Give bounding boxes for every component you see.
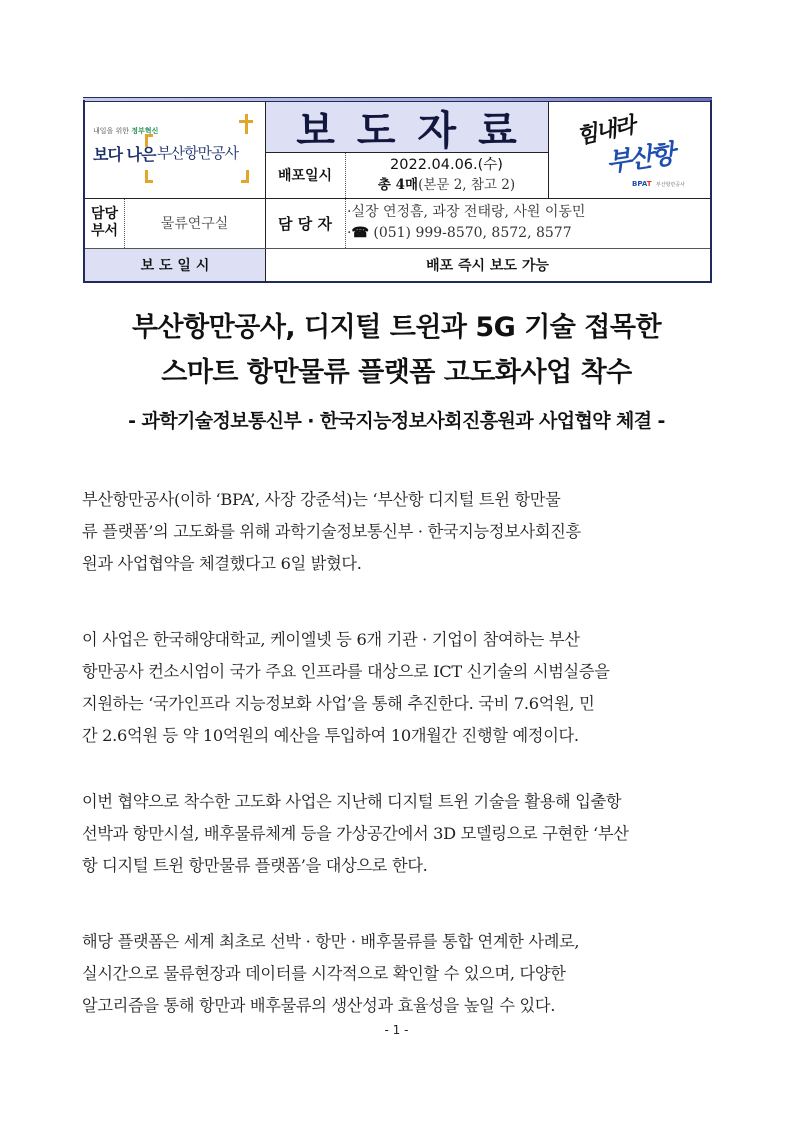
divider	[265, 152, 548, 153]
release-value: 배포 즉시 보도 가능	[426, 257, 549, 274]
contact-label: 담 당 자	[278, 214, 332, 233]
contact-names: ·실장 연정흠, 과장 전태랑, 사원 이동민	[347, 204, 586, 220]
document-title: 보도자료	[265, 102, 548, 152]
busan-port-calligraphy-logo: 힘내라 부산항 BPAT 부산항만공사	[574, 112, 685, 188]
contact-info	[347, 198, 707, 248]
divider	[345, 152, 346, 248]
headline-line-1: 부산항만공사, 디지털 트윈과 5G 기술 접목한	[131, 312, 662, 343]
body-paragraph-3: 이번 협약으로 착수한 고도화 사업은 지난해 디지털 트윈 기술을 활용해 입출항 선박과 항만시설, 배후물류체계 등을 가상공간에서 3D 모델링으로 구현한 ‘부산 항 디지털 트윈 항만물류 플랫폼’을 대상으로 한다.	[82, 792, 629, 875]
logo-plus-icon-vertical	[245, 114, 248, 134]
logo-tagline: 내일을 위한 정부혁신	[93, 127, 159, 135]
distribution-info	[345, 152, 548, 198]
divider	[124, 198, 125, 248]
phone-icon: ☎	[351, 225, 369, 241]
body-paragraph-2: 이 사업은 한국해양대학교, 케이엘넷 등 6개 기관 · 기업이 참여하는 부산 항만공사 컨소시엄이 국가 주요 인프라를 대상으로 ICT 신기술의 시범실증을 지원하는 ‘국가인프라 지능정보화 사업’을 통해 추진한다. 국비 7.6억원, 민 간 2.6억원 등 약 10억원의 예산을 투입하여 10개월간 진행할 예정이다.	[82, 630, 610, 745]
release-label: 보 도 일 시	[85, 248, 265, 281]
distribution-date-label: 배포일시	[277, 168, 333, 184]
distribution-date: 2022.04.06.(수)	[390, 157, 503, 173]
page-count: 총 4매(본문 2, 참고 2)	[377, 177, 516, 193]
dept-value: 물류연구실	[160, 216, 229, 232]
bpa-government-innovation-logo	[93, 112, 255, 190]
body-paragraph-4: 해당 플랫폼은 세계 최초로 선박 · 항만 · 배후물류를 통합 연계한 사례로, 실시간으로 물류현장과 데이터를 시각적으로 확인할 수 있으며, 다양한 알고리즘을 통해 항만과 배후물류의 생산성과 효율성을 높일 수 있다.	[82, 932, 580, 1015]
logo-bracket-top-left	[145, 134, 153, 147]
headline-line-2: 스마트 항만물류 플랫폼 고도화사업 착수	[161, 357, 632, 388]
body-paragraph-1: 부산항만공사(이하 ‘BPA’, 사장 강준석)는 ‘부산항 디지털 트윈 항만물 류 플랫폼’의 고도화를 위해 과학기술정보통신부 · 한국지능정보사회진흥 원과 사업협약을 체결했다고 6일 밝혔다.	[82, 490, 581, 573]
logo-bracket-bottom-right	[241, 170, 249, 183]
bpa-brand-mark: BPAT	[632, 180, 652, 188]
divider	[548, 102, 549, 198]
logo-slogan: 보다 나은	[93, 145, 156, 164]
logo-org-name: 부산항만공사	[157, 144, 238, 162]
logo-bracket-bottom-left	[145, 170, 153, 183]
divider	[85, 198, 710, 199]
page-number: - 1 -	[384, 1023, 409, 1037]
divider	[85, 248, 710, 249]
contact-phone: ·☎ (051) 999-8570, 8572, 8577	[347, 225, 572, 241]
divider	[265, 102, 266, 283]
headline-subtitle: - 과학기술정보통신부 · 한국지능정보사회진흥원과 사업협약 체결 -	[128, 410, 665, 432]
dept-label: 담당부서	[90, 206, 119, 239]
